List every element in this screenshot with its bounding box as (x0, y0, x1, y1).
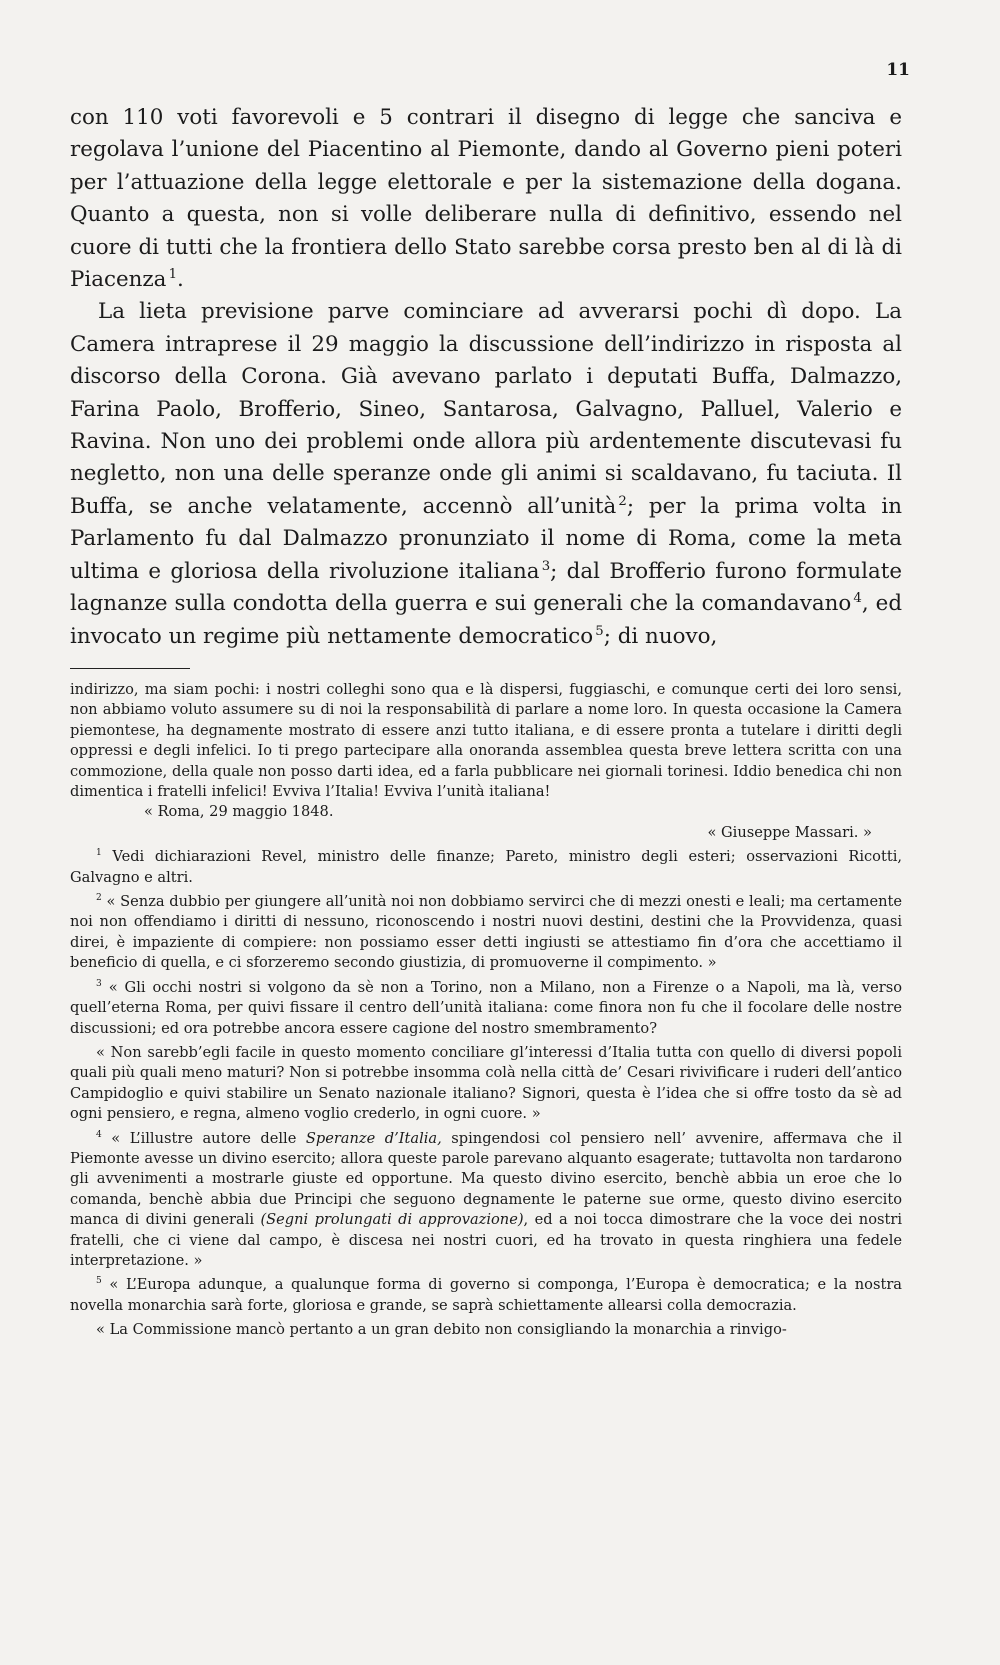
footnote-4-text-b: spingendosi col pensiero nell’ avvenire, affermava che il Piemonte avesse un divino esercito; allora queste parole parevano alquanto esagerate; tuttavolta non tardarono gli avvenimenti a mostrarle giuste ed opportune. Ma questo divino esercito, benchè abbia un eroe che lo comanda, benchè abbia due Principi che seguono degnamente le paterne sue orme, questo divino esercito manca di divini generali (70, 1129, 902, 1229)
footnote-4-text-a: « L’illustre autore delle (111, 1129, 306, 1147)
footnote-1-text: Vedi dichiarazioni Revel, ministro delle finanze; Pareto, ministro degli esteri; osservazioni Ricotti, Galvagno e altri. (70, 848, 903, 886)
page-number: 11 (886, 60, 910, 80)
footnote-ref-4: 4 (853, 590, 862, 606)
footnote-ref-2: 2 (618, 493, 627, 509)
footnote-4-mark: 4 (96, 1129, 102, 1140)
footnote-2-mark: 2 (96, 893, 102, 904)
paragraph-2-text-e: ; di nuovo, (603, 623, 718, 649)
footnote-5-text-a: « L’Europa adunque, a qualunque forma di governo si componga, l’Europa è democratica; e la nostra novella monarchia sarà forte, gloriosa e grande, se saprà schiettamente allearsi colla democrazia. (70, 1276, 902, 1314)
paragraph-2-text-a: La lieta previsione parve cominciare ad avverarsi pochi dì dopo. La Camera intraprese il 29 maggio la discussione dell’indirizzo in risposta al discorso della Corona. Già avevano parlato i deputati Buffa, Dalmazzo, Farina Paolo, Brofferio, Sineo, Santarosa, Galvagno, Palluel, Valerio e Ravina. Non uno dei problemi onde allora più ardentemente discutevasi fu negletto, non una delle speranze onde gli animi si scaldavano, fu taciuta. Il Buffa, se anche velatamente, accennò all’unità (70, 299, 902, 519)
paragraph-2 (70, 296, 902, 652)
footnote-4-text-c: , ed a noi tocca dimostrare che la voce dei nostri fratelli, che ci viene dal campo, è discesa nei nostri cuori, ed ha trovato in questa ringhiera una fedele interpretazione. » (70, 1211, 902, 1269)
footnote-2 (70, 892, 902, 974)
footnote-1-mark: 1 (96, 848, 102, 859)
footnote-5-mark: 5 (96, 1276, 102, 1287)
footnote-3 (70, 978, 902, 1039)
footnote-4-book-title: Speranze d’Italia, (305, 1129, 442, 1147)
main-text (70, 102, 902, 653)
footnote-ref-5: 5 (595, 623, 604, 639)
footnote-4-aside: (Segni prolungati di approvazione) (260, 1211, 524, 1229)
footnotes (70, 680, 902, 1341)
footnote-ref-3: 3 (541, 558, 551, 574)
paragraph-1-text: con 110 voti favorevoli e 5 contrari il disegno di legge che sanciva e regolava l’unione del Piacentino al Piemonte, dando al Governo pieni poteri per l’attuazione della legge elettorale e per la sistemazione della dogana. Quanto a questa, non si volle deliberare nulla di definitivo, essendo nel cuore di tutti che la frontiera dello Stato sarebbe corsa presto ben al di là di Piacenza (70, 105, 902, 293)
footnote-continued: indirizzo, ma siam pochi: i nostri colleghi sono qua e là dispersi, fuggiaschi, e comunque certi dei loro sensi, non abbiamo voluto assumere su di noi la responsabilità di parlare a nome loro. In questa occasione la Camera piemontese, ha degnamente mostrato di essere anzi tutto italiana, e di essere pronta a tutelare i diritti degli oppressi e degli infelici. Io ti prego partecipare alla onoranda assemblea questa breve lettera scritta con una commozione, della quale non posso darti idea, ed a farla pubblicare nei giornali torinesi. Iddio benedica chi non dimentica i fratelli infelici! Evviva l’Italia! Evviva l’unità italiana! (70, 681, 902, 801)
paragraph-1 (70, 102, 902, 296)
footnote-5 (70, 1275, 902, 1316)
footnote-2-text: « Senza dubbio per giungere all’unità noi non dobbiamo servirci che di mezzi onesti e leali; ma certamente noi non offendiamo i diritti di nessuno, riconoscendo i nostri nuovi destini, destini che la Provvidenza, quasi direi, è impaziente di compiere: non possiamo esser detti ingiusti se attestiamo fin d’ora che accettiamo il beneficio di quella, e ci sforzeremo secondo giustizia, di promuoverne il compimento. » (70, 893, 902, 972)
letter-signature: « Giuseppe Massari. » (707, 823, 872, 841)
footnote-3-text-a: « Gli occhi nostri si volgono da sè non a Torino, non a Milano, non a Firenze o a Napoli, ma là, verso quell’eterna Roma, per quivi fissare il centro dell’unità italiana: come finora non fu che il focolare delle nostre discussioni; ed ora potrebbe ancora essere cagione del nostro smembramento? (70, 978, 903, 1037)
footnote-1 (70, 847, 902, 888)
footnote-4 (70, 1129, 902, 1272)
paragraph-2-text-d: , ed invocato un regime più nettamente democratico (70, 591, 903, 649)
footnote-5-continued: « La Commissione mancò pertanto a un gran debito non consigliando la monarchia a rinvigo- (96, 1321, 787, 1339)
footnote-3-continued: « Non sarebb’egli facile in questo momento conciliare gl’interessi d’Italia tutta con quello di diversi popoli quali più quali meno maturi? Non si potrebbe insomma colà nella città de’ Cesari rivivificare i ruderi dell’antico Campidoglio e quivi stabilire un Senato nazionale italiano? Signori, questa è l’idea che si offre tosto da sè ad ogni pensiero, e regna, almeno voglio crederlo, in ogni cuore. » (70, 1043, 902, 1123)
footnote-3-mark: 3 (96, 978, 102, 989)
paragraph-1-end: . (177, 267, 184, 293)
footnote-separator (70, 668, 190, 669)
paragraph-2-text-c: ; dal Brofferio furono formulate lagnanze sulla condotta della guerra e sui generali che la comandavano (70, 558, 902, 617)
footnote-ref-1: 1 (168, 266, 178, 282)
letter-place-date: « Roma, 29 maggio 1848. (144, 803, 334, 821)
paragraph-2-text-b: ; per la prima volta in Parlamento fu dal Dalmazzo pronunziato il nome di Roma, come la meta ultima e gloriosa della rivoluzione italiana (70, 493, 902, 584)
